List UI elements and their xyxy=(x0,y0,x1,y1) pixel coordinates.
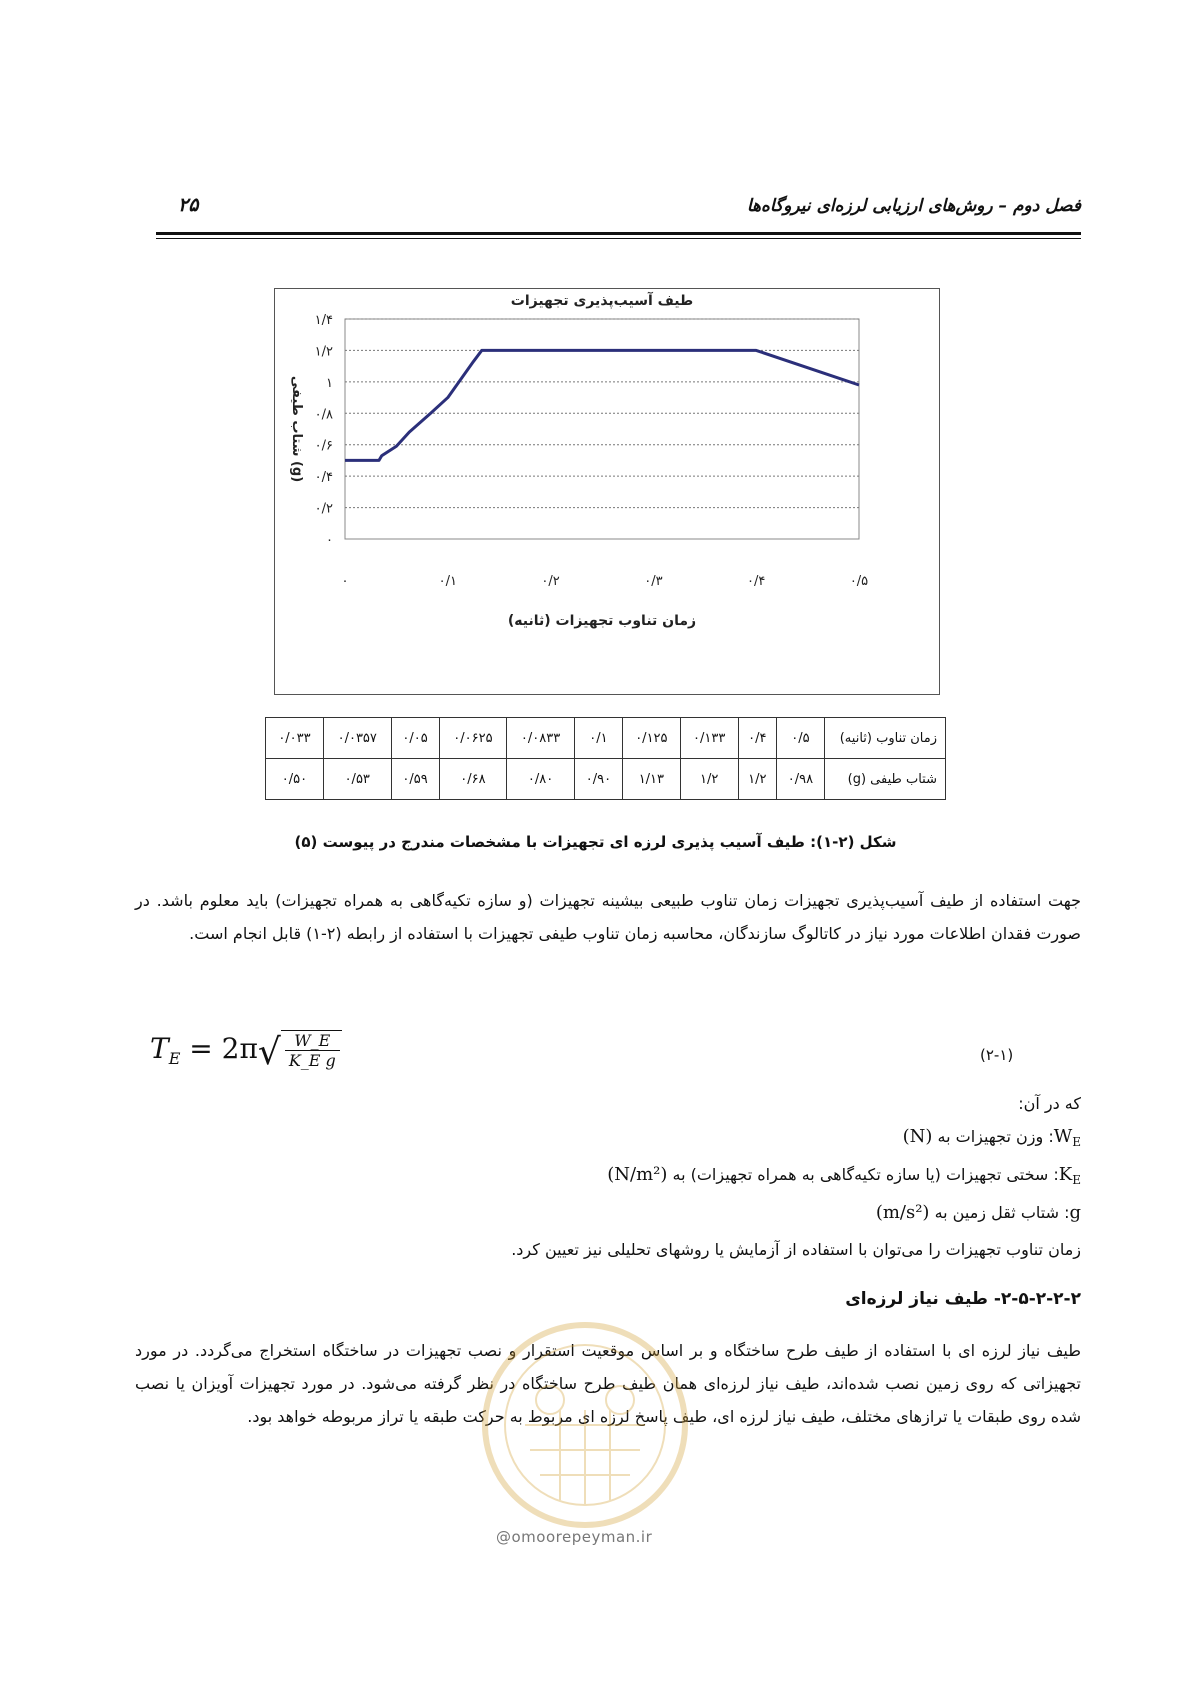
row-label-period: زمان تناوب (ثانیه) xyxy=(825,718,946,759)
row-label-acceleration: شتاب طیفی (g) xyxy=(825,759,946,800)
period-formula xyxy=(150,1030,342,1073)
table-cell-acceleration: ۰/۹۸ xyxy=(776,759,824,800)
table-cell-period: ۰/۵ xyxy=(776,718,824,759)
y-tick-label: ۰/۸ xyxy=(314,407,333,423)
y-tick-label: ۰/۶ xyxy=(314,438,333,454)
chart-title: طیف آسیب‌پذیری تجهیزات xyxy=(510,293,694,309)
definitions-intro: که در آن: xyxy=(1018,1094,1081,1113)
table-row xyxy=(266,718,946,759)
g-unit: (m/s²) xyxy=(875,1202,930,1223)
x-tick-label: ۰/۲ xyxy=(541,574,560,589)
x-tick-label: ۰/۵ xyxy=(849,574,869,589)
we-unit: (N) xyxy=(902,1126,933,1147)
plot-area xyxy=(345,319,859,539)
definition-we xyxy=(903,1126,1081,1149)
formula-denominator: K_E g xyxy=(288,1051,336,1070)
ke-unit: (N/m²) xyxy=(607,1164,668,1185)
table-cell-acceleration: ۰/۶۸ xyxy=(439,759,507,800)
table-cell-period: ۰/۴ xyxy=(738,718,776,759)
definitions-note: زمان تناوب تجهیزات را می‌توان با استفاده از آزمایش یا روشهای تحلیلی نیز تعیین کرد. xyxy=(511,1240,1081,1259)
formula-numerator: W_E xyxy=(285,1031,340,1051)
table-cell-acceleration: ۰/۵۹ xyxy=(391,759,439,800)
spectrum-table xyxy=(265,717,946,800)
y-tick-label: ۰/۴ xyxy=(314,470,333,486)
formula-coef: = 2π xyxy=(189,1032,258,1065)
ke-sub: E xyxy=(1072,1173,1081,1188)
header-rule-thin xyxy=(156,238,1081,239)
x-tick-label: ۰/۳ xyxy=(644,574,663,589)
table-cell-period: ۰/۱۳۳ xyxy=(680,718,738,759)
table-cell-period: ۰/۰۳۵۷ xyxy=(323,718,391,759)
equation-number: (۲-۱) xyxy=(980,1046,1014,1064)
we-symbol: W xyxy=(1053,1126,1073,1147)
table-cell-period: ۰/۰۸۳۳ xyxy=(507,718,575,759)
figure-caption: شکل (۲-۱): طیف آسیب پذیری لرزه ای تجهیزات با مشخصات مندرج در پیوست (۵) xyxy=(294,833,897,851)
table-cell-period: ۰/۱۲۵ xyxy=(622,718,680,759)
section-title: ۲-۵-۲-۲-۲- طیف نیاز لرزه‌ای xyxy=(845,1289,1081,1309)
table-cell-acceleration: ۰/۹۰ xyxy=(574,759,622,800)
paragraph-intro: جهت استفاده از طیف آسیب‌پذیری تجهیزات زمان تناوب طبیعی بیشینه تجهیزات (و سازه تکیه‌گاهی به همراه تجهیزات) باید معلوم باشد. در صورت فقدان اطلاعات مورد نیاز در کاتالوگ سازندگان، محاسبه زمان تناوب طیفی تجهیزات با استفاده از رابطه (۲-۱) قابل انجام است. xyxy=(135,891,1081,943)
watermark-url: @omoorepeyman.ir xyxy=(496,1528,653,1546)
table-cell-acceleration: ۰/۵۰ xyxy=(266,759,324,800)
formula-lhs-sub: E xyxy=(168,1049,181,1068)
ke-text: : سختی تجهیزات (یا سازه تکیه‌گاهی به همراه تجهیزات) به xyxy=(672,1165,1059,1184)
table-cell-period: ۰/۱ xyxy=(574,718,622,759)
y-tick-label: ۱/۴ xyxy=(314,313,333,328)
table-cell-acceleration: ۱/۲ xyxy=(738,759,776,800)
vulnerability-chart xyxy=(274,288,940,695)
definition-ke xyxy=(607,1164,1081,1187)
y-tick-label: ۰ xyxy=(326,533,333,548)
table-cell-period: ۰/۰۳۳ xyxy=(266,718,324,759)
page-number: ۲۵ xyxy=(178,194,199,216)
g-text: : شتاب ثقل زمین به xyxy=(934,1203,1070,1222)
y-tick-label: ۱ xyxy=(326,375,333,391)
chart-svg xyxy=(275,289,939,694)
x-tick-label: ۰ xyxy=(341,574,349,589)
series-line xyxy=(345,350,859,460)
y-axis-label: شتاب طیفی (g) xyxy=(289,375,304,483)
header-rule-thick xyxy=(156,232,1081,235)
x-axis-label: زمان تناوب تجهیزات (ثانیه) xyxy=(507,613,697,629)
ke-symbol: K xyxy=(1058,1164,1073,1185)
x-tick-label: ۰/۴ xyxy=(747,574,766,589)
formula-radicand xyxy=(281,1030,342,1070)
chapter-title: فصل دوم – روش‌های ارزیابی لرزه‌ای نیروگاه‌ها xyxy=(746,196,1081,216)
table-cell-acceleration: ۰/۸۰ xyxy=(507,759,575,800)
table-cell-acceleration: ۰/۵۳ xyxy=(323,759,391,800)
table-cell-acceleration: ۱/۱۳ xyxy=(622,759,680,800)
table-cell-period: ۰/۰۵ xyxy=(391,718,439,759)
y-tick-label: ۰/۲ xyxy=(314,501,333,517)
table-row xyxy=(266,759,946,800)
paragraph-demand: طیف نیاز لرزه ای با استفاده از طیف طرح ساختگاه و بر اساس موقعیت استقرار و نصب تجهیزات در ساختگاه استخراج می‌گردد. در مورد تجهیزاتی که روی زمین نصب شده‌اند، طیف نیاز لرزه‌ای همان طیف طرح ساختگاه در نظر گرفته می‌شود. در مورد تجهیزات آویزان یا نصب شده روی طبقات یا ترازهای مختلف، طیف نیاز لرزه ای، طیف پاسخ لرزه ای مربوط به حرکت طبقه یا تراز مربوطه خواهد بود. xyxy=(135,1341,1081,1426)
we-text: : وزن تجهیزات به xyxy=(937,1127,1054,1146)
x-tick-label: ۰/۱ xyxy=(438,574,457,589)
y-tick-label: ۱/۲ xyxy=(314,344,333,360)
definition-g xyxy=(876,1202,1081,1223)
page-header xyxy=(150,196,1081,232)
sqrt-symbol: √ xyxy=(257,1032,281,1073)
formula-lhs: T xyxy=(150,1032,169,1065)
table-cell-acceleration: ۱/۲ xyxy=(680,759,738,800)
table-cell-period: ۰/۰۶۲۵ xyxy=(439,718,507,759)
g-symbol: g xyxy=(1069,1202,1081,1223)
we-sub: E xyxy=(1072,1135,1081,1150)
